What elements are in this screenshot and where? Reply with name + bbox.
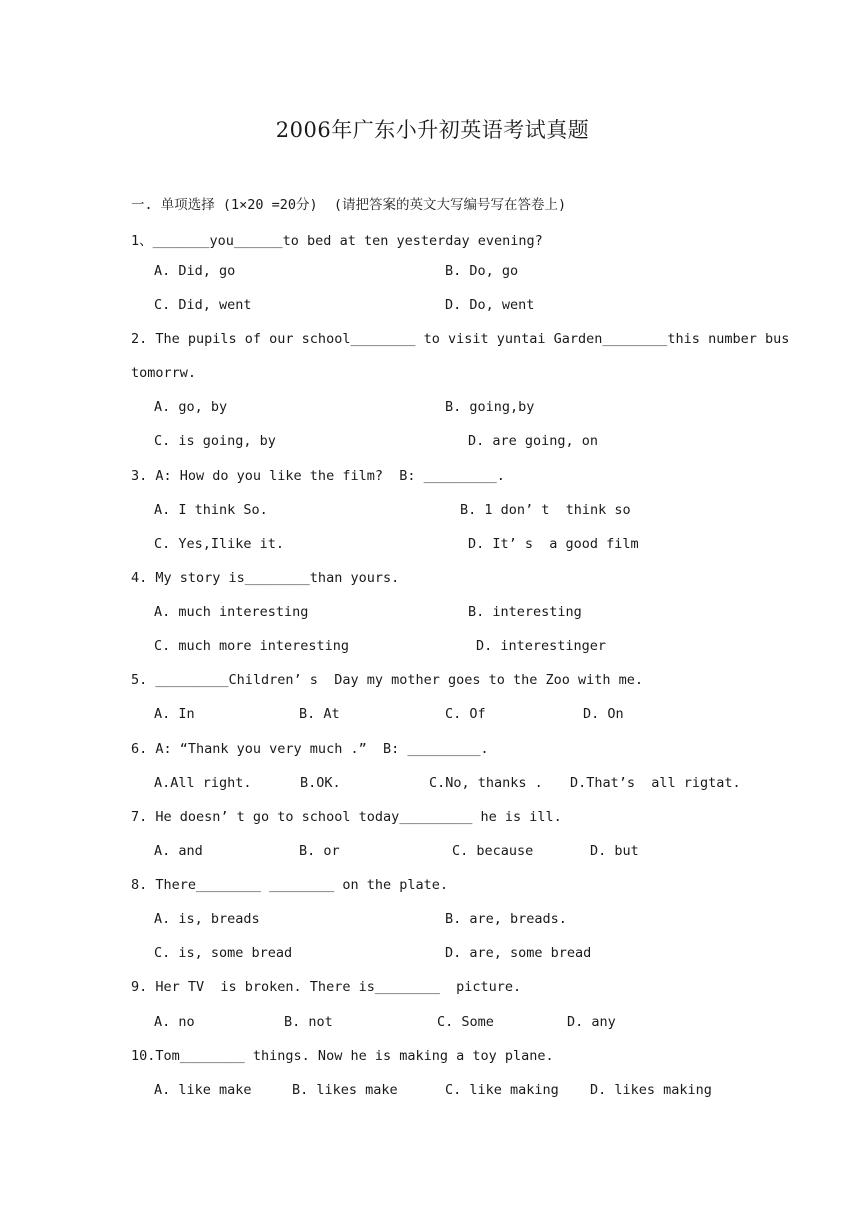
question-10: 10.Tom________ things. Now he is making a toy plane. [131,1048,554,1064]
option-1c: C. Did, went [154,297,252,313]
option-8b: B. are, breads. [445,911,567,927]
option-4c: C. much more interesting [154,638,350,654]
option-6c: C.No, thanks . [429,775,543,791]
option-3b: B. 1 don’ t think so [460,502,631,518]
option-10d: D. likes making [590,1082,712,1098]
option-9d: D. any [567,1014,616,1030]
question-3: 3. A: How do you like the film? B: _________. [131,468,505,484]
option-5a: A. In [154,706,195,722]
question-2-cont: tomorrw. [131,365,197,381]
option-10b: B. likes make [292,1082,398,1098]
option-4d: D. interestinger [476,638,607,654]
question-9: 9. Her TV is broken. There is________ picture. [131,979,522,995]
option-7a: A. and [154,843,203,859]
option-7d: D. but [590,843,639,859]
option-6d: D.That’s all rigtat. [570,775,741,791]
question-1: 1、_______you______to bed at ten yesterday evening? [131,233,543,249]
option-9b: B. not [284,1014,333,1030]
option-3c: C. Yes,Ilike it. [154,536,285,552]
option-3d: D. It’ s a good film [468,536,639,552]
question-2: 2. The pupils of our school________ to visit yuntai Garden________this number bus [131,331,790,347]
section-heading: 一. 单项选择 (1×20 =20分) (请把答案的英文大写编号写在答卷上) [131,197,567,213]
document-title: 2006年广东小升初英语考试真题 [275,118,590,142]
option-2b: B. going,by [445,399,535,415]
question-8: 8. There________ ________ on the plate. [131,877,448,893]
option-1d: D. Do, went [445,297,535,313]
question-5: 5. _________Children’ s Day my mother goes to the Zoo with me. [131,672,644,688]
option-3a: A. I think So. [154,502,268,518]
option-10a: A. like make [154,1082,252,1098]
option-2c: C. is going, by [154,433,276,449]
question-6: 6. A: “Thank you very much .” B: _________. [131,741,489,757]
option-9c: C. Some [437,1014,494,1030]
option-4a: A. much interesting [154,604,309,620]
option-8c: C. is, some bread [154,945,293,961]
option-5b: B. At [299,706,340,722]
question-7: 7. He doesn’ t go to school today_________ he is ill. [131,809,562,825]
question-4: 4. My story is________than yours. [131,570,400,586]
option-7c: C. because [452,843,534,859]
option-2d: D. are going, on [468,433,599,449]
option-4b: B. interesting [468,604,582,620]
option-8a: A. is, breads [154,911,260,927]
option-7b: B. or [299,843,340,859]
option-1a: A. Did, go [154,263,236,279]
option-5d: D. On [583,706,624,722]
option-6b: B.OK. [300,775,341,791]
option-8d: D. are, some bread [445,945,592,961]
option-6a: A.All right. [154,775,252,791]
option-2a: A. go, by [154,399,228,415]
option-1b: B. Do, go [445,263,519,279]
option-9a: A. no [154,1014,195,1030]
option-5c: C. Of [445,706,486,722]
option-10c: C. like making [445,1082,559,1098]
